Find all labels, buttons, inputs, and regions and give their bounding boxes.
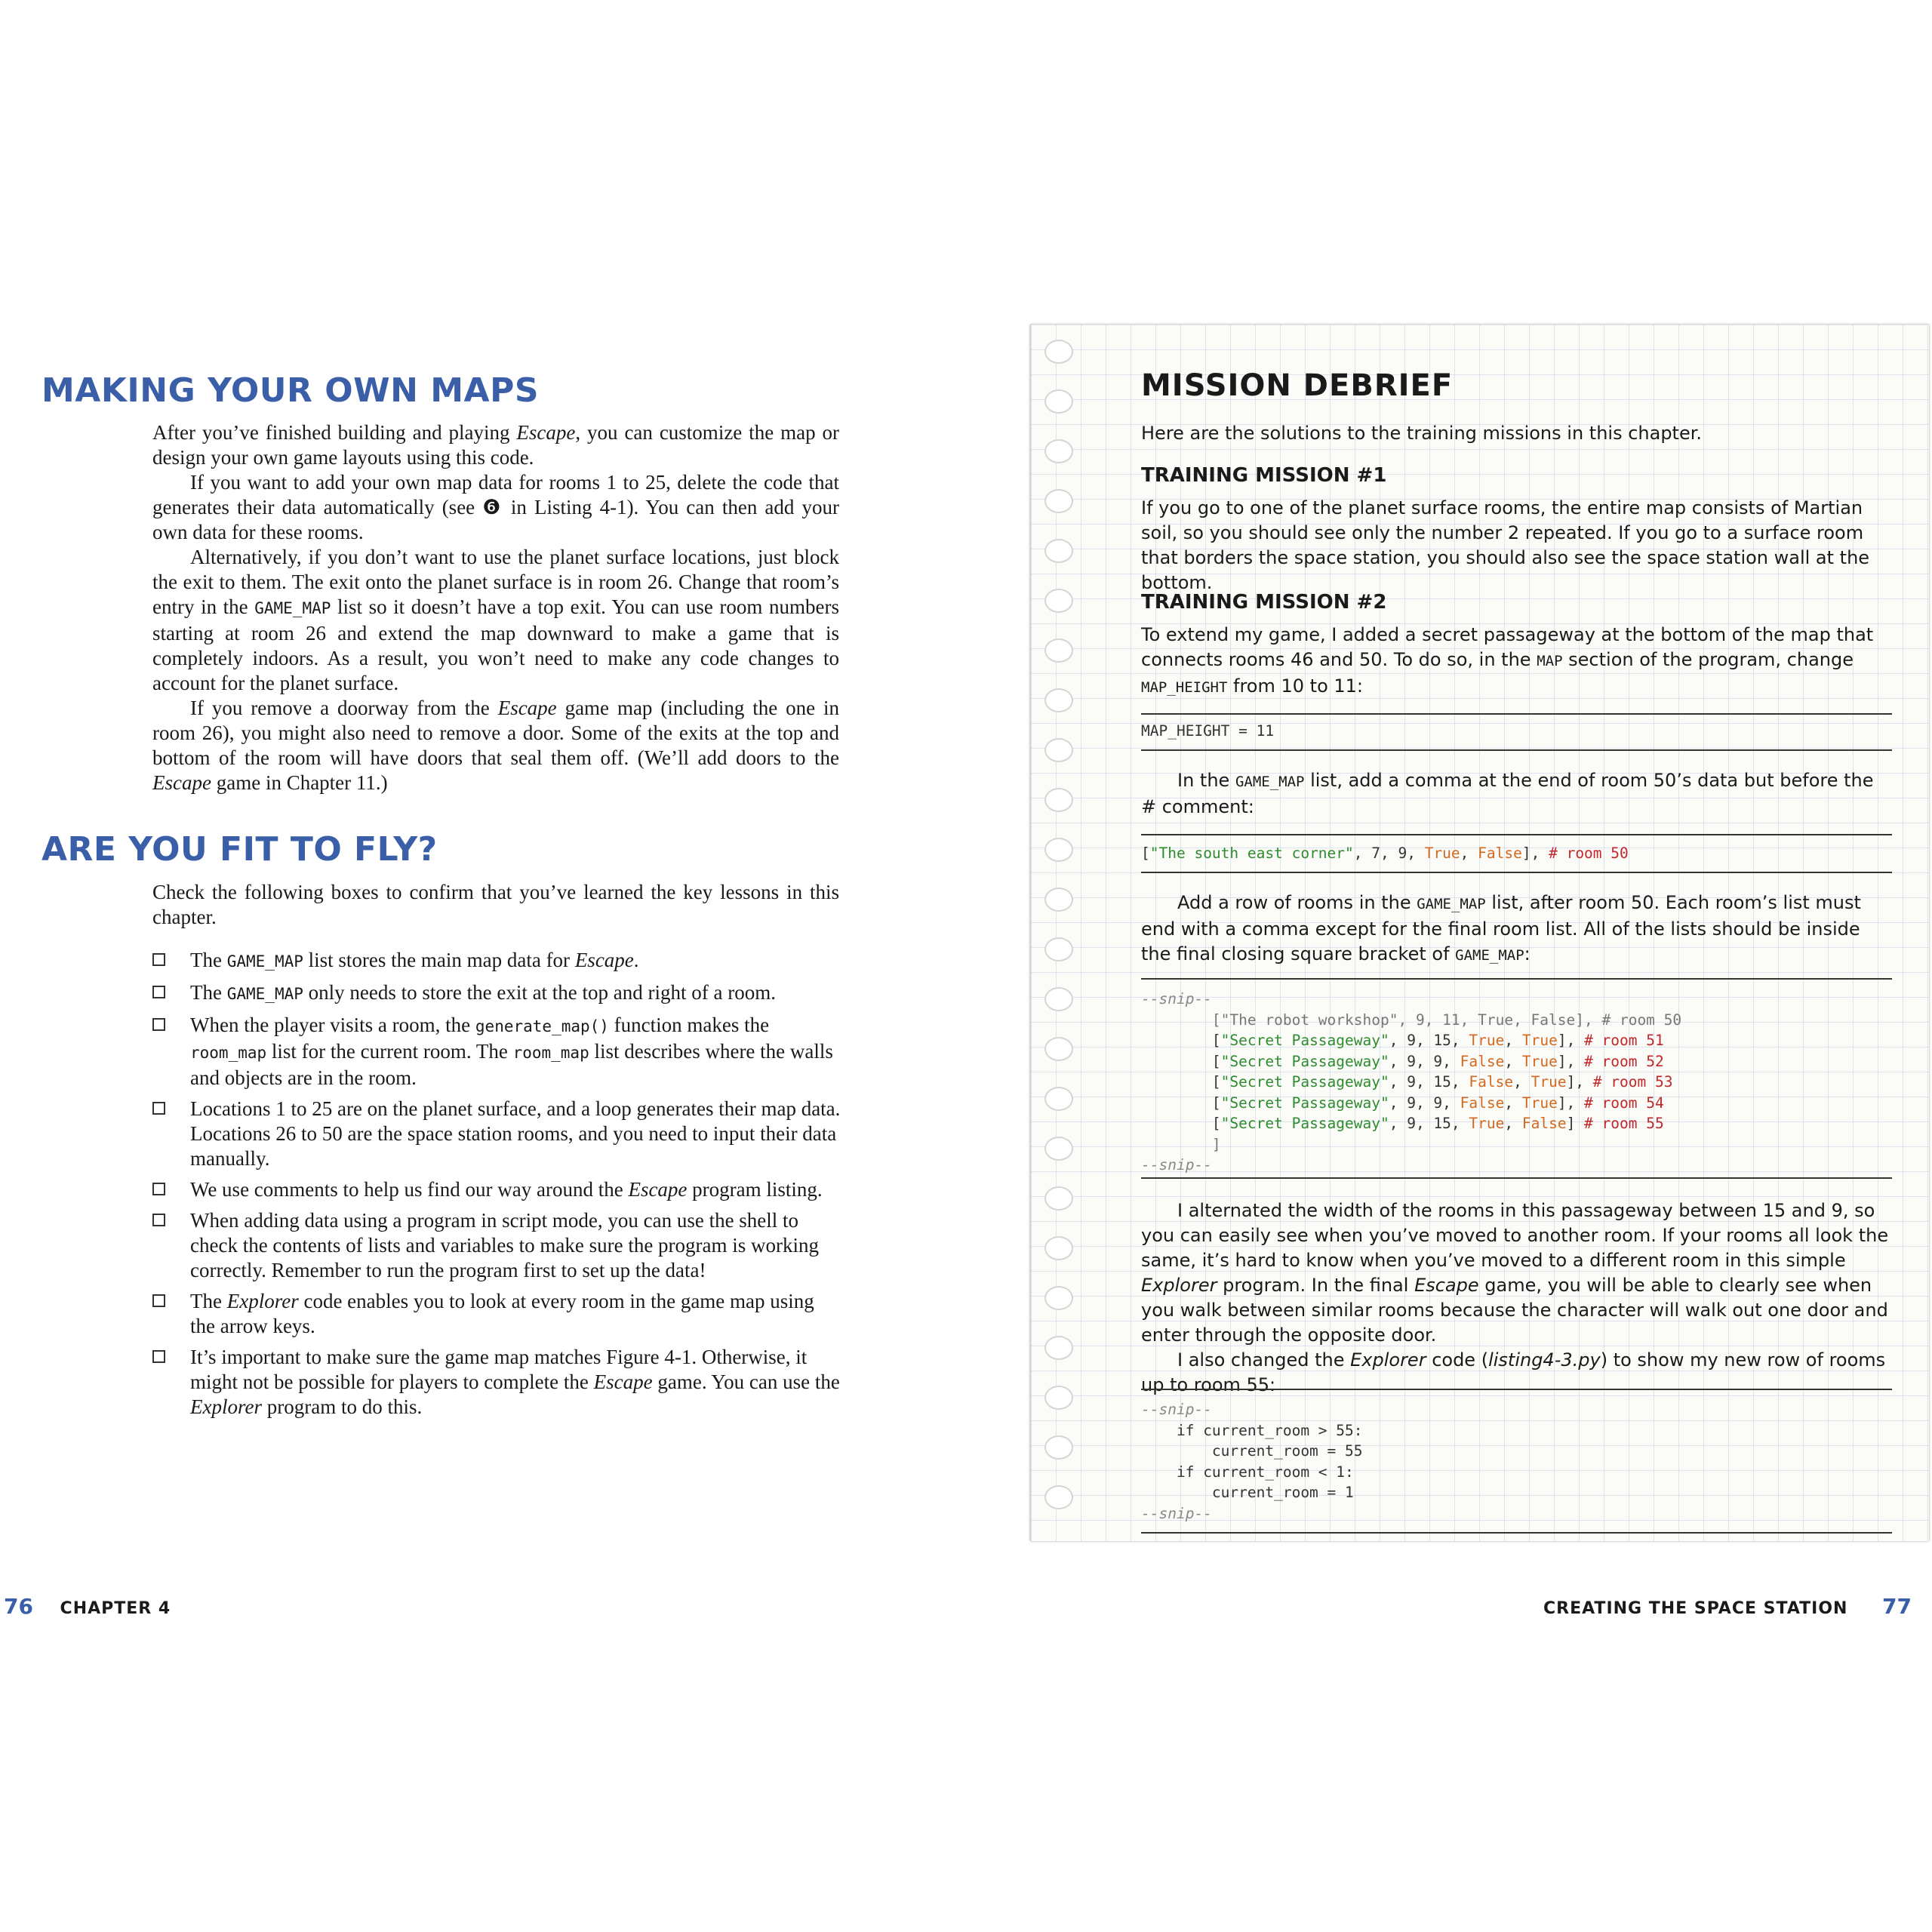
binder-hole — [1044, 1037, 1073, 1061]
code-room-50: ["The south east corner", 7, 9, True, False], # room 50 — [1141, 834, 1892, 873]
binder-hole — [1044, 1336, 1073, 1360]
training-mission-1-heading: TRAINING MISSION #1 — [1141, 464, 1387, 487]
checkbox[interactable] — [152, 1350, 165, 1363]
training-mission-2-heading: TRAINING MISSION #2 — [1141, 591, 1387, 614]
checklist-item: We use comments to help us find our way around the Escape program listing. — [152, 1177, 843, 1202]
checkbox[interactable] — [152, 1294, 165, 1307]
maps-section — [152, 420, 839, 795]
code-line: ["Secret Passageway", 9, 9, False, True], # room 52 — [1141, 1052, 1664, 1070]
inline-code: GAME_MAP — [254, 599, 331, 617]
debrief-intro — [1141, 421, 1892, 446]
code-secret-passageway: --snip-- ["The robot workshop", 9, 11, True, False], # room 50 ["Secret Passageway", 9, 15, True, True], # room 51 ["Secret Passageway", 9, 9, False, True], # room 52 ["Secret Passageway", 9, 15, False, True], # room 53 ["Secret Passageway", 9, 9, False, True], # room 54 ["Secret Passageway", 9, 15, True, False] # room 55 ] --snip-- — [1141, 978, 1892, 1179]
binder-hole — [1044, 1435, 1073, 1460]
code-line: ["Secret Passageway", 9, 9, False, True], # room 54 — [1141, 1094, 1664, 1112]
page-number: 76 — [4, 1594, 33, 1619]
binder-hole — [1044, 589, 1073, 613]
checklist-item: The GAME_MAP list stores the main map data for Escape. — [152, 948, 843, 974]
paragraph-text: I alternated the width of the rooms in this passageway between 15 and 9, so you can easily see when you’ve moved to another room. If your rooms all look the same, it’s hard to know when you’ve moved to a different room in this simple Explorer program. In the final Escape game, you will be able to clearly see when you walk between similar rooms because the character will walk out one door and enter through the opposite door. — [1141, 1200, 1889, 1346]
binder-hole — [1044, 638, 1073, 663]
binder-hole — [1044, 340, 1073, 364]
checkbox[interactable] — [152, 953, 165, 966]
binder-hole — [1044, 1485, 1073, 1509]
paragraph-add-row — [1141, 891, 1892, 968]
training-mission-1 — [1141, 463, 1892, 595]
maps-paragraph-4: If you remove a doorway from the Escape game map (including the one in room 26), you might also need to remove a door. Some of the exits at the top and bottom of the room will have doors that seal them off. (We’ll add doors to the Escape game in Chapter 11.) — [152, 697, 839, 794]
heading-are-you-fit-to-fly: ARE YOU FIT TO FLY? — [42, 830, 438, 869]
training-mission-2 — [1141, 590, 1892, 700]
checkbox[interactable] — [152, 1214, 165, 1226]
binder-hole — [1044, 688, 1073, 712]
debrief-intro-text: Here are the solutions to the training missions in this chapter. — [1141, 423, 1703, 444]
checklist-item: When adding data using a program in script mode, you can use the shell to check the contents of lists and variables to make sure the program is working correctly. Remember to run the program first to set up the data! — [152, 1208, 843, 1283]
checklist-item: When the player visits a room, the generate_map() function makes the room_map list for the current room. The room_map list describes where the walls and objects are in the room. — [152, 1013, 843, 1091]
binder-hole — [1044, 439, 1073, 463]
binder-hole — [1044, 1236, 1073, 1260]
chapter-title-label: CREATING THE SPACE STATION — [1543, 1599, 1848, 1618]
binder-hole — [1044, 888, 1073, 912]
checkbox[interactable] — [152, 1018, 165, 1031]
binder-hole — [1044, 489, 1073, 513]
binder-hole — [1044, 539, 1073, 563]
code-line: ["Secret Passageway", 9, 15, False, True], # room 53 — [1141, 1073, 1673, 1091]
training-mission-2-text: To extend my game, I added a secret passageway at the bottom of the map that connects rooms 46 and 50. To do so, in the MAP section of the program, change MAP_HEIGHT from 10 to 11: — [1141, 624, 1874, 697]
left-footer — [4, 1594, 171, 1619]
binder-hole — [1044, 1087, 1073, 1111]
checklist-item: The Explorer code enables you to look at every room in the game map using the arrow keys. — [152, 1289, 843, 1339]
checkbox[interactable] — [152, 1183, 165, 1195]
maps-paragraph-2: If you want to add your own map data for rooms 1 to 25, delete the code that generates their data automatically (see ❻ in Listing 4-1). You can then add your own data for these rooms. — [152, 471, 839, 543]
binder-hole — [1044, 389, 1073, 414]
paragraph-game-map-comma — [1141, 768, 1892, 820]
binder-hole — [1044, 738, 1073, 762]
chapter-label: CHAPTER 4 — [60, 1599, 171, 1618]
code-map-height: MAP_HEIGHT = 11 — [1141, 713, 1892, 751]
binder-hole — [1044, 838, 1073, 862]
debrief-heading: MISSION DEBRIEF — [1141, 368, 1454, 403]
binder-hole — [1044, 937, 1073, 961]
fit-intro-text: Check the following boxes to confirm that you’ve learned the key lessons in this chapter. — [152, 881, 839, 928]
checklist-item: Locations 1 to 25 are on the planet surface, and a loop generates their map data. Locations 26 to 50 are the space station rooms, and you need to input their data manually. — [152, 1097, 843, 1171]
checkbox[interactable] — [152, 1102, 165, 1115]
code-line: ["Secret Passageway", 9, 15, True, False] # room 55 — [1141, 1115, 1664, 1132]
checklist — [152, 948, 843, 1426]
paragraph-text: I also changed the Explorer code (listing4-3.py) to show my new row of rooms up to room 55: — [1141, 1349, 1886, 1395]
paragraph-text: In the GAME_MAP list, add a comma at the end of room 50’s data but before the # comment: — [1141, 770, 1874, 817]
paragraph-alternated — [1141, 1198, 1892, 1398]
code-current-room: --snip-- if current_room > 55: current_room = 55 if current_room < 1: current_room = 1 --snip-- — [1141, 1389, 1892, 1534]
binder-hole — [1044, 987, 1073, 1011]
code-line: ["Secret Passageway", 9, 15, True, True], # room 51 — [1141, 1032, 1664, 1049]
binder-hole — [1044, 1386, 1073, 1410]
binder-hole — [1044, 1286, 1073, 1310]
paragraph-text: Add a row of rooms in the GAME_MAP list, after room 50. Each room’s list must end with a comma except for the final room list. All of the lists should be inside the final closing square bracket of GAME_MAP: — [1141, 892, 1861, 964]
binder-hole — [1044, 1137, 1073, 1161]
page-number: 77 — [1882, 1594, 1912, 1619]
checkbox[interactable] — [152, 986, 165, 998]
maps-paragraph-3: Alternatively, if you don’t want to use the planet surface locations, just block the exit to them. The exit onto the planet surface is in room 26. Change that room’s entry in the GAME_MAP list so it doesn’t have a top exit. You can use room numbers starting at room 26 and extend the map downward to make a game that is completely indoors. As a result, you won’t need to make any code changes to account for the planet surface. — [152, 546, 839, 694]
maps-paragraph-1: After you’ve finished building and playing Escape, you can customize the map or design your own game layouts using this code. — [152, 421, 839, 469]
checklist-item: The GAME_MAP only needs to store the exit at the top and right of a room. — [152, 980, 843, 1007]
right-footer — [1543, 1594, 1912, 1619]
heading-making-your-own-maps: MAKING YOUR OWN MAPS — [42, 371, 540, 410]
mission-debrief-title — [1141, 368, 1892, 403]
binder-hole — [1044, 1186, 1073, 1211]
fit-intro — [152, 880, 839, 930]
binder-hole — [1044, 788, 1073, 812]
binder-holes — [1031, 325, 1091, 1541]
checklist-item: It’s important to make sure the game map matches Figure 4-1. Otherwise, it might not be possible for players to complete the Escape game. You can use the Explorer program to do this. — [152, 1345, 843, 1420]
training-mission-1-text: If you go to one of the planet surface rooms, the entire map consists of Martian soil, so you should see only the number 2 repeated. If you go to a surface room that borders the space station, you should also see the space station wall at the bottom. — [1141, 497, 1870, 593]
